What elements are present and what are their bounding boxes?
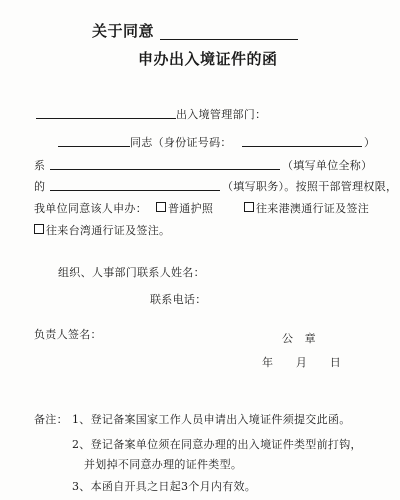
- position-suffix: （填写职务）。按照干部管理权限，: [222, 180, 398, 193]
- position-blank: [50, 190, 220, 191]
- addressee-blank: [36, 118, 176, 119]
- option-taiwan-checkbox[interactable]: [34, 224, 44, 234]
- title-line-1: 关于同意: [92, 22, 155, 40]
- note-1: 1、登记备案国家工作人员申请出入境证件须提交此函。: [72, 413, 351, 426]
- title-line-2: 申办出入境证件的函: [138, 50, 278, 68]
- id-number-blank: [242, 146, 362, 147]
- signer-label: 负责人签名：: [34, 328, 102, 341]
- position-prefix: 的: [34, 180, 46, 193]
- note-2: 2、登记备案单位须在同意办理的出入境证件类型前打钩，: [72, 438, 362, 451]
- addressee-suffix: 出入境管理部门：: [176, 108, 267, 121]
- dept-suffix: （填写单位全称）: [282, 159, 373, 172]
- date-label: 年 月 日: [262, 356, 342, 369]
- agree-text: 我单位同意该人申办：: [34, 202, 147, 215]
- seal-label: 公 章: [282, 332, 316, 345]
- option-passport-checkbox[interactable]: [156, 202, 166, 212]
- contact-name-label: 组织、人事部门联系人姓名：: [58, 266, 205, 279]
- note-3: 3、本函自开具之日起3个月内有效。: [72, 480, 257, 493]
- comrade-text: 同志（身份证号码：: [130, 136, 232, 149]
- option-taiwan-label: 往来台湾通行证及签注。: [46, 224, 171, 237]
- contact-phone-label: 联系电话：: [150, 293, 207, 306]
- title-blank: [160, 39, 298, 40]
- option-hk-macao-checkbox[interactable]: [244, 202, 254, 212]
- paren-close: ）: [364, 136, 376, 149]
- notes-label: 备注：: [34, 413, 68, 426]
- name-blank: [58, 146, 130, 147]
- option-passport-label: 普通护照: [168, 202, 214, 215]
- option-hk-macao-label: 往来港澳通行证及签注: [256, 202, 369, 215]
- note-2-continued: 并划掉不同意办理的证件类型。: [84, 458, 243, 471]
- dept-prefix: 系: [34, 159, 46, 172]
- department-blank: [50, 169, 280, 170]
